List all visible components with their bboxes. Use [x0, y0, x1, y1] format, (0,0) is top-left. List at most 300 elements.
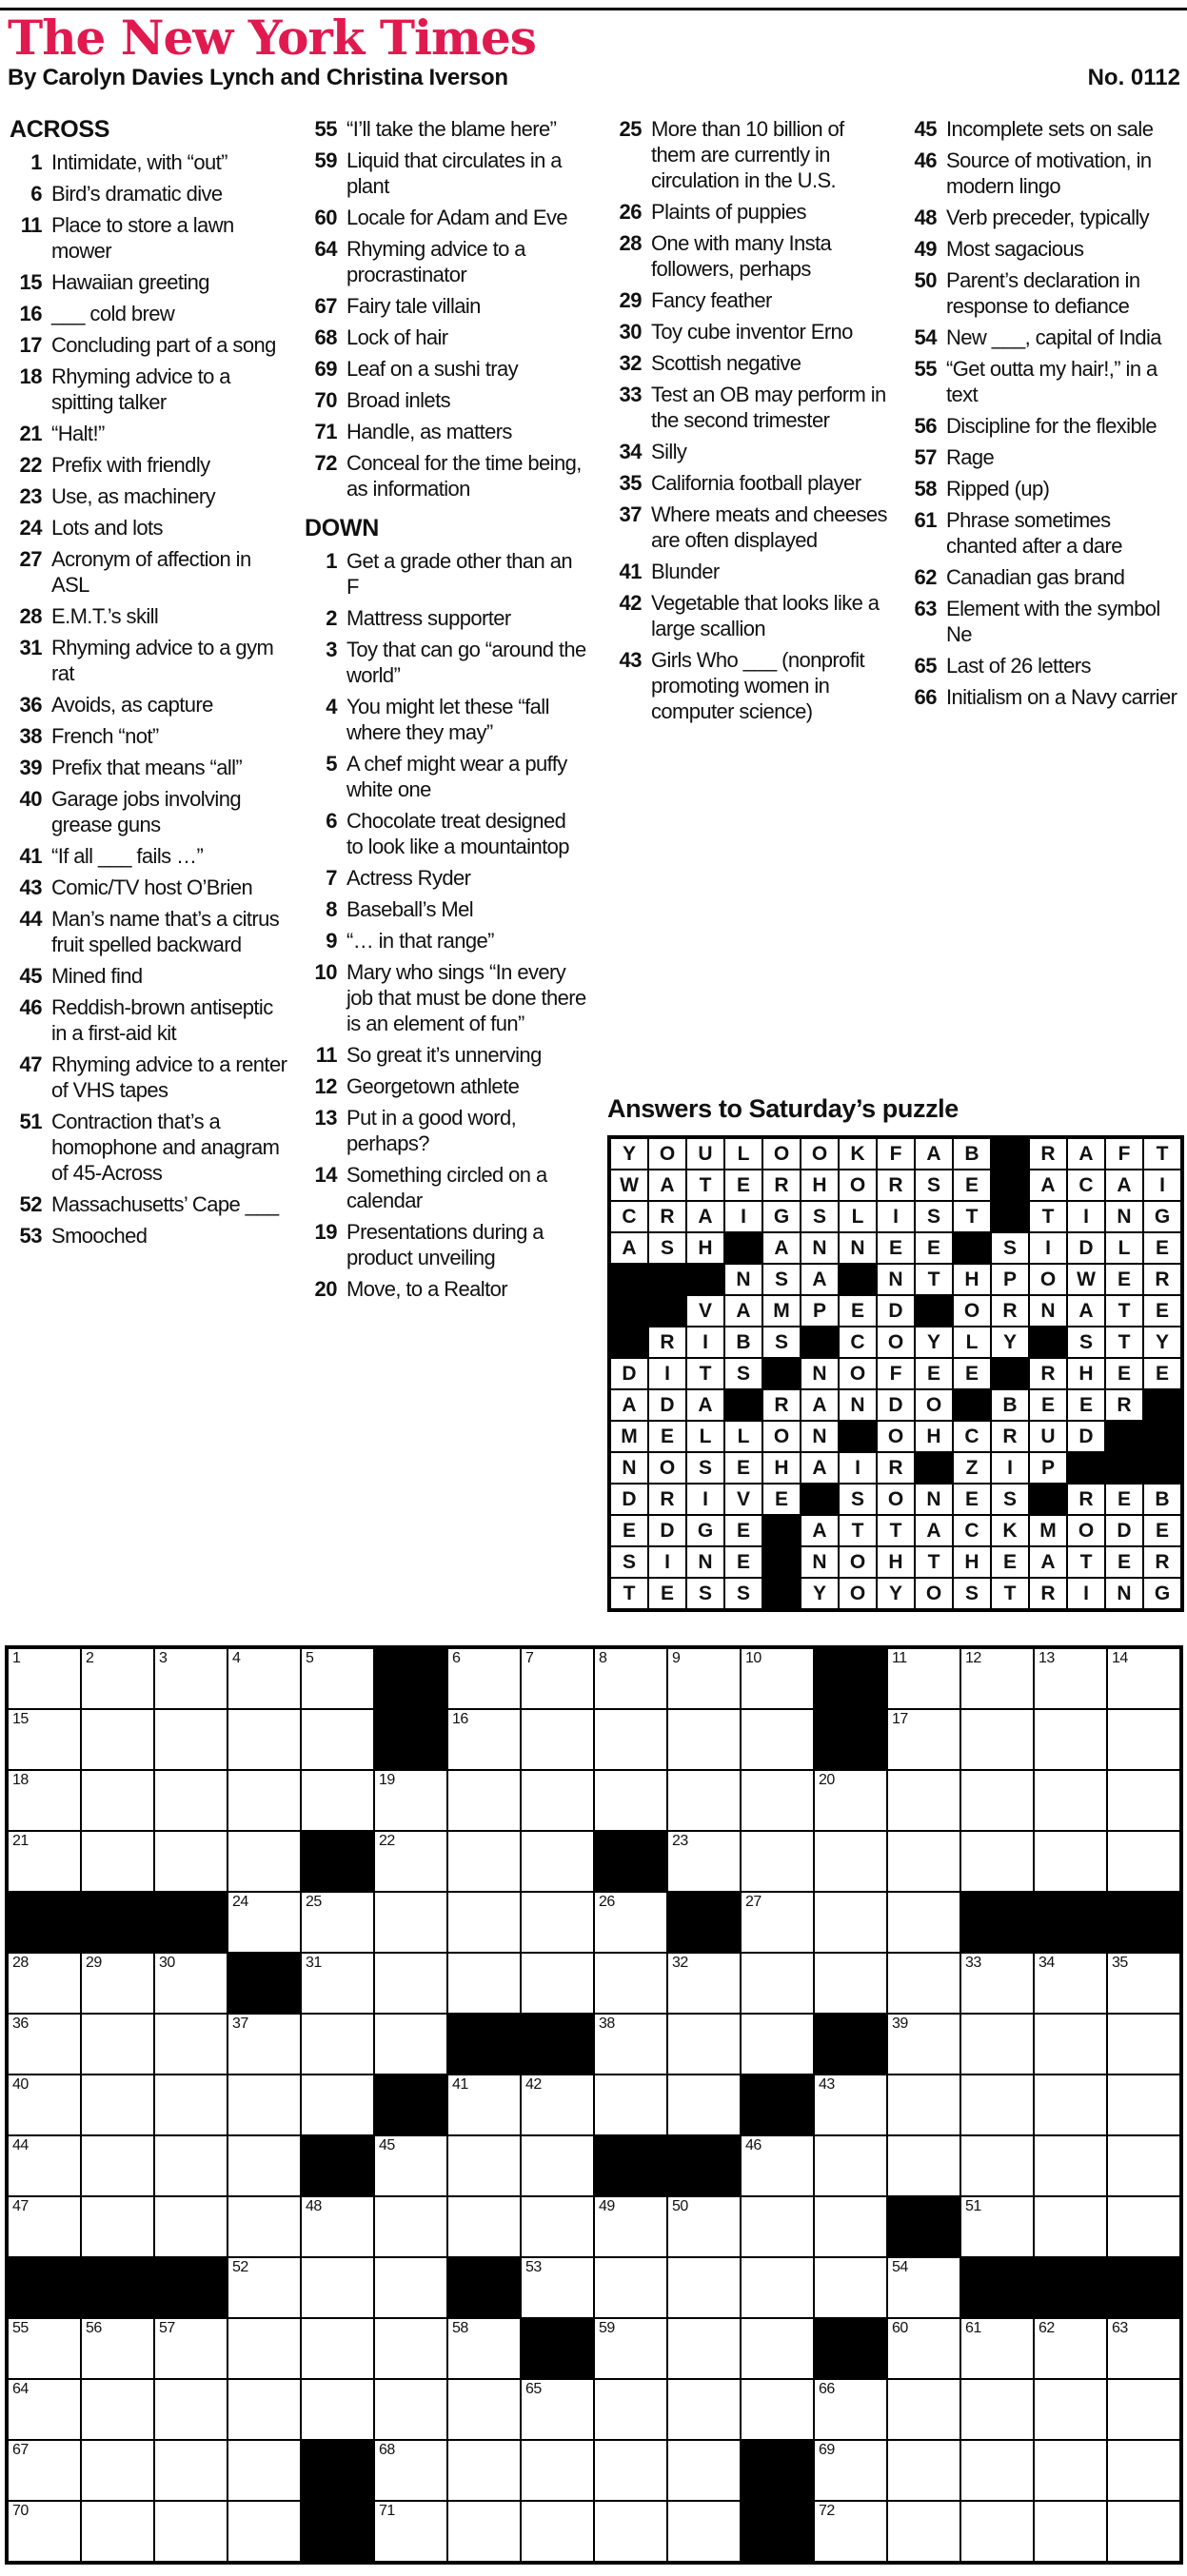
grid-cell[interactable] — [1107, 2075, 1180, 2135]
grid-cell[interactable] — [228, 2014, 301, 2075]
grid-cell[interactable] — [594, 2501, 667, 2562]
grid-cell[interactable] — [521, 2379, 594, 2440]
grid-cell[interactable] — [1107, 1648, 1180, 1709]
grid-cell[interactable] — [521, 2501, 594, 2562]
grid-cell[interactable] — [887, 2501, 960, 2562]
grid-cell[interactable] — [667, 1648, 741, 1709]
grid-cell[interactable] — [374, 2135, 447, 2196]
grid-cell[interactable] — [667, 1709, 741, 1770]
answer-black-cell — [915, 1295, 953, 1327]
grid-cell[interactable] — [447, 2318, 521, 2379]
grid-cell[interactable] — [741, 2014, 814, 2075]
clue — [8, 963, 291, 989]
grid-cell[interactable] — [228, 2135, 301, 2196]
clue — [902, 267, 1186, 319]
grid-cell[interactable] — [960, 2196, 1034, 2257]
clue — [902, 507, 1186, 559]
grid-cell[interactable] — [374, 2318, 447, 2379]
grid-cell[interactable] — [741, 1831, 814, 1892]
grid-cell[interactable] — [1034, 2440, 1107, 2501]
grid-cell[interactable] — [814, 2501, 887, 2562]
cell-number: 41 — [452, 2076, 468, 2093]
grid-cell[interactable] — [594, 2440, 667, 2501]
grid-cell[interactable] — [154, 1709, 228, 1770]
grid-cell[interactable] — [301, 1648, 374, 1709]
answer-cell: A — [610, 1389, 648, 1421]
grid-cell[interactable] — [228, 2501, 301, 2562]
grid-cell[interactable] — [814, 1892, 887, 1953]
grid-cell[interactable] — [521, 2196, 594, 2257]
grid-cell[interactable] — [521, 2257, 594, 2318]
grid-cell[interactable] — [594, 2257, 667, 2318]
answer-cell: O — [801, 1138, 839, 1170]
grid-cell[interactable] — [814, 2075, 887, 2135]
grid-cell[interactable] — [8, 2501, 81, 2562]
clue-number: 19 — [314, 1220, 337, 1244]
cell-number: 19 — [379, 1772, 395, 1788]
grid-cell[interactable] — [228, 2379, 301, 2440]
grid-cell[interactable] — [81, 2318, 154, 2379]
cell-number: 24 — [232, 1894, 248, 1910]
grid-cell[interactable] — [741, 2196, 814, 2257]
grid-cell[interactable] — [667, 2257, 741, 2318]
grid-black-cell — [8, 2257, 81, 2318]
grid-cell[interactable] — [374, 2014, 447, 2075]
grid-cell[interactable] — [154, 2379, 228, 2440]
answer-cell: S — [915, 1201, 953, 1232]
grid-cell[interactable] — [1107, 2014, 1180, 2075]
answer-black-cell — [1029, 1484, 1067, 1515]
clue — [303, 1073, 586, 1099]
grid-cell[interactable] — [228, 2075, 301, 2135]
clue-text: Actress Ryder — [346, 866, 471, 890]
grid-cell[interactable] — [887, 2014, 960, 2075]
answer-cell: I — [1143, 1170, 1181, 1201]
answer-cell: O — [1029, 1264, 1067, 1295]
grid-cell[interactable] — [521, 1709, 594, 1770]
grid-cell[interactable] — [301, 1709, 374, 1770]
grid-cell[interactable] — [447, 2075, 521, 2135]
grid-cell[interactable] — [1107, 2440, 1180, 2501]
answer-cell: E — [724, 1546, 762, 1578]
grid-black-cell — [301, 2501, 374, 2562]
grid-cell[interactable] — [81, 2379, 154, 2440]
grid-cell[interactable] — [154, 2318, 228, 2379]
grid-cell[interactable] — [667, 2014, 741, 2075]
grid-cell[interactable] — [8, 2318, 81, 2379]
grid-cell[interactable] — [8, 1831, 81, 1892]
clue-text: California football player — [651, 471, 861, 495]
grid-cell[interactable] — [1034, 1831, 1107, 1892]
clue — [607, 199, 891, 225]
grid-cell[interactable] — [228, 1892, 301, 1953]
answer-cell: H — [762, 1452, 801, 1484]
answer-black-cell — [1029, 1327, 1067, 1358]
grid-cell[interactable] — [447, 2440, 521, 2501]
grid-cell[interactable] — [814, 2135, 887, 2196]
grid-cell[interactable] — [1034, 2379, 1107, 2440]
answer-cell: E — [1143, 1515, 1181, 1546]
clue-text: You might let these “fall where they may” — [346, 695, 549, 744]
grid-cell[interactable] — [521, 2075, 594, 2135]
grid-cell[interactable] — [447, 2135, 521, 2196]
clue — [902, 444, 1186, 470]
grid-cell[interactable] — [1034, 2318, 1107, 2379]
grid-cell[interactable] — [741, 2135, 814, 2196]
grid-cell[interactable] — [154, 1770, 228, 1831]
grid-cell[interactable] — [447, 1831, 521, 1892]
clue-text: Georgetown athlete — [346, 1074, 520, 1098]
clue-number: 11 — [20, 213, 42, 237]
cell-number: 27 — [745, 1894, 762, 1910]
grid-cell[interactable] — [521, 1831, 594, 1892]
cell-number: 46 — [745, 2137, 762, 2153]
grid-cell[interactable] — [154, 2196, 228, 2257]
grid-cell[interactable] — [887, 1709, 960, 1770]
grid-cell[interactable] — [447, 2379, 521, 2440]
grid-cell[interactable] — [960, 1953, 1034, 2014]
grid-cell[interactable] — [887, 1953, 960, 2014]
grid-cell[interactable] — [960, 2075, 1034, 2135]
grid-cell[interactable] — [741, 2379, 814, 2440]
grid-cell[interactable] — [1107, 2501, 1180, 2562]
grid-cell[interactable] — [228, 2318, 301, 2379]
answer-cell: P — [991, 1264, 1029, 1295]
clue — [607, 319, 891, 344]
grid-cell[interactable] — [1034, 2196, 1107, 2257]
answer-black-cell — [610, 1327, 648, 1358]
grid-cell[interactable] — [154, 2075, 228, 2135]
grid-cell[interactable] — [8, 2379, 81, 2440]
grid-cell[interactable] — [960, 1770, 1034, 1831]
clue-text: Incomplete sets on sale — [946, 117, 1154, 141]
grid-cell[interactable] — [887, 1892, 960, 1953]
grid-cell[interactable] — [887, 1770, 960, 1831]
answer-cell: C — [610, 1201, 648, 1232]
grid-cell[interactable] — [594, 2075, 667, 2135]
grid-cell[interactable] — [228, 1709, 301, 1770]
grid-cell[interactable] — [8, 1953, 81, 2014]
grid-cell[interactable] — [154, 1648, 228, 1709]
clue-number: 59 — [314, 148, 337, 172]
clue — [8, 332, 291, 358]
answer-cell: N — [1029, 1295, 1067, 1327]
grid-cell[interactable] — [887, 2135, 960, 2196]
clue-text: French “not” — [51, 724, 159, 748]
answer-cell: D — [1067, 1421, 1105, 1452]
grid-cell[interactable] — [1034, 1953, 1107, 2014]
grid-cell[interactable] — [814, 1953, 887, 2014]
grid-cell[interactable] — [154, 2014, 228, 2075]
grid-cell[interactable] — [8, 2440, 81, 2501]
grid-cell[interactable] — [374, 1831, 447, 1892]
grid-cell[interactable] — [301, 2257, 374, 2318]
grid-cell[interactable] — [374, 1892, 447, 1953]
clue-number: 70 — [314, 388, 337, 412]
clue — [8, 1223, 291, 1249]
grid-cell[interactable] — [594, 2014, 667, 2075]
grid-cell[interactable] — [1107, 1709, 1180, 1770]
grid-cell[interactable] — [814, 2196, 887, 2257]
grid-cell[interactable] — [887, 2257, 960, 2318]
answer-black-cell — [1105, 1452, 1143, 1484]
answer-cell: H — [1067, 1358, 1105, 1389]
grid-cell[interactable] — [960, 2135, 1034, 2196]
clue-text: Rage — [946, 445, 995, 469]
grid-cell[interactable] — [301, 1770, 374, 1831]
grid-cell[interactable] — [960, 1648, 1034, 1709]
answer-cell: E — [1105, 1264, 1143, 1295]
grid-cell[interactable] — [374, 1770, 447, 1831]
cell-number: 22 — [379, 1833, 395, 1849]
clue-text: Contraction that’s a homophone and anagram of 45-Across — [51, 1110, 280, 1185]
grid-black-cell — [667, 1892, 741, 1953]
grid-cell[interactable] — [960, 2318, 1034, 2379]
grid-cell[interactable] — [374, 2257, 447, 2318]
grid-cell[interactable] — [594, 1770, 667, 1831]
crossword-grid — [5, 1645, 1183, 2565]
grid-cell[interactable] — [521, 1648, 594, 1709]
grid-cell[interactable] — [960, 2014, 1034, 2075]
answer-cell: R — [762, 1389, 801, 1421]
grid-cell[interactable] — [228, 1770, 301, 1831]
grid-cell[interactable] — [814, 1770, 887, 1831]
grid-cell[interactable] — [887, 1648, 960, 1709]
grid-cell[interactable] — [8, 1770, 81, 1831]
cell-number: 72 — [819, 2503, 835, 2519]
grid-cell[interactable] — [667, 2318, 741, 2379]
grid-cell[interactable] — [521, 1953, 594, 2014]
grid-cell[interactable] — [447, 1953, 521, 2014]
grid-cell[interactable] — [814, 1831, 887, 1892]
grid-cell[interactable] — [154, 2440, 228, 2501]
grid-cell[interactable] — [81, 2075, 154, 2135]
grid-cell[interactable] — [1034, 2501, 1107, 2562]
grid-cell[interactable] — [521, 2440, 594, 2501]
clue-number: 47 — [19, 1052, 42, 1076]
grid-cell[interactable] — [667, 2196, 741, 2257]
grid-cell[interactable] — [447, 1709, 521, 1770]
clue-text: So great it’s unnerving — [346, 1043, 542, 1067]
grid-cell[interactable] — [447, 1892, 521, 1953]
grid-cell[interactable] — [594, 2196, 667, 2257]
grid-cell[interactable] — [1107, 1953, 1180, 2014]
grid-cell[interactable] — [374, 2196, 447, 2257]
grid-cell[interactable] — [667, 2501, 741, 2562]
cell-number: 32 — [672, 1955, 688, 1971]
grid-cell[interactable] — [228, 1648, 301, 1709]
grid-cell[interactable] — [741, 1709, 814, 1770]
answer-cell: K — [839, 1138, 877, 1170]
clue-text: A chef might wear a puffy white one — [346, 752, 567, 801]
grid-cell[interactable] — [81, 1770, 154, 1831]
grid-cell[interactable] — [8, 1648, 81, 1709]
grid-cell[interactable] — [960, 2440, 1034, 2501]
grid-cell[interactable] — [887, 1831, 960, 1892]
grid-cell[interactable] — [301, 2318, 374, 2379]
grid-cell[interactable] — [814, 2440, 887, 2501]
grid-cell[interactable] — [228, 1831, 301, 1892]
answer-cell: U — [1029, 1421, 1067, 1452]
grid-cell[interactable] — [8, 2135, 81, 2196]
answer-black-cell — [648, 1295, 686, 1327]
answer-cell: L — [724, 1138, 762, 1170]
grid-cell[interactable] — [667, 2075, 741, 2135]
grid-cell[interactable] — [1034, 1770, 1107, 1831]
grid-cell[interactable] — [667, 1953, 741, 2014]
answer-black-cell — [839, 1264, 877, 1295]
grid-cell[interactable] — [8, 2196, 81, 2257]
grid-cell[interactable] — [301, 2196, 374, 2257]
cell-number: 1 — [12, 1650, 21, 1666]
grid-cell[interactable] — [667, 1770, 741, 1831]
grid-cell[interactable] — [81, 2196, 154, 2257]
grid-cell[interactable] — [81, 1831, 154, 1892]
grid-cell[interactable] — [154, 2501, 228, 2562]
grid-cell[interactable] — [594, 1648, 667, 1709]
grid-cell[interactable] — [521, 2135, 594, 2196]
grid-cell[interactable] — [741, 1770, 814, 1831]
grid-cell[interactable] — [301, 1892, 374, 1953]
answer-cell: O — [648, 1452, 686, 1484]
grid-cell[interactable] — [594, 1892, 667, 1953]
clue — [303, 1105, 586, 1156]
grid-cell[interactable] — [8, 2014, 81, 2075]
grid-cell[interactable] — [1107, 2318, 1180, 2379]
answer-cell: D — [1105, 1515, 1143, 1546]
grid-cell[interactable] — [1034, 1648, 1107, 1709]
grid-cell[interactable] — [447, 1770, 521, 1831]
grid-cell[interactable] — [81, 2014, 154, 2075]
grid-cell[interactable] — [667, 1831, 741, 1892]
answer-cell: R — [1143, 1546, 1181, 1578]
grid-black-cell — [521, 2318, 594, 2379]
clue-number: 20 — [314, 1277, 337, 1301]
grid-cell[interactable] — [447, 1648, 521, 1709]
grid-cell[interactable] — [1107, 2379, 1180, 2440]
answer-cell: T — [953, 1201, 991, 1232]
grid-cell[interactable] — [1034, 2135, 1107, 2196]
clue-text: Concluding part of a song — [51, 333, 276, 357]
grid-cell[interactable] — [741, 2318, 814, 2379]
cell-number: 47 — [12, 2198, 29, 2214]
grid-cell[interactable] — [447, 2501, 521, 2562]
grid-cell[interactable] — [594, 2318, 667, 2379]
answer-cell: O — [648, 1138, 686, 1170]
grid-cell[interactable] — [814, 2379, 887, 2440]
grid-cell[interactable] — [301, 1953, 374, 2014]
grid-cell[interactable] — [1107, 1831, 1180, 1892]
grid-cell[interactable] — [960, 2501, 1034, 2562]
grid-cell[interactable] — [667, 2440, 741, 2501]
grid-cell[interactable] — [81, 2440, 154, 2501]
grid-cell[interactable] — [81, 1953, 154, 2014]
grid-cell[interactable] — [154, 1831, 228, 1892]
grid-cell[interactable] — [81, 1709, 154, 1770]
clue — [303, 1042, 586, 1068]
grid-cell[interactable] — [1107, 1770, 1180, 1831]
grid-cell[interactable] — [447, 2196, 521, 2257]
grid-cell[interactable] — [741, 2257, 814, 2318]
grid-cell[interactable] — [374, 2501, 447, 2562]
clue — [303, 419, 586, 444]
grid-cell[interactable] — [887, 2075, 960, 2135]
grid-cell[interactable] — [887, 2379, 960, 2440]
grid-cell[interactable] — [887, 2440, 960, 2501]
grid-cell[interactable] — [1107, 2135, 1180, 2196]
answer-black-cell — [762, 1358, 801, 1389]
grid-cell[interactable] — [814, 2257, 887, 2318]
grid-cell[interactable] — [1034, 1709, 1107, 1770]
grid-cell[interactable] — [741, 1648, 814, 1709]
grid-cell[interactable] — [301, 2075, 374, 2135]
grid-cell[interactable] — [374, 2440, 447, 2501]
grid-cell[interactable] — [8, 1709, 81, 1770]
grid-cell[interactable] — [521, 1892, 594, 1953]
grid-cell[interactable] — [521, 1770, 594, 1831]
answer-cell: H — [915, 1421, 953, 1452]
clue-text: Mattress supporter — [346, 606, 511, 630]
grid-cell[interactable] — [741, 1892, 814, 1953]
grid-cell[interactable] — [8, 2075, 81, 2135]
answer-cell: O — [953, 1295, 991, 1327]
grid-cell[interactable] — [1034, 2075, 1107, 2135]
grid-cell[interactable] — [228, 2257, 301, 2318]
answer-cell: O — [1067, 1515, 1105, 1546]
grid-cell[interactable] — [228, 2440, 301, 2501]
answer-cell: N — [1105, 1578, 1143, 1609]
grid-cell[interactable] — [81, 1648, 154, 1709]
cell-number: 65 — [525, 2381, 542, 2397]
grid-cell[interactable] — [960, 2379, 1034, 2440]
answer-cell: I — [648, 1546, 686, 1578]
clue-section-header-down: DOWN — [305, 515, 379, 541]
grid-cell[interactable] — [228, 2196, 301, 2257]
answer-cell: S — [648, 1232, 686, 1264]
answer-cell: I — [686, 1327, 724, 1358]
clue-text: E.M.T.’s skill — [51, 604, 159, 628]
clue — [8, 603, 291, 629]
grid-cell[interactable] — [594, 2379, 667, 2440]
constructor-byline: By Carolyn Davies Lynch and Christina Iverson — [8, 65, 508, 90]
clue-number: 13 — [314, 1106, 337, 1130]
grid-cell[interactable] — [887, 2318, 960, 2379]
grid-cell[interactable] — [594, 1709, 667, 1770]
grid-cell[interactable] — [374, 1953, 447, 2014]
clue — [303, 896, 586, 922]
clue-text: Chocolate treat designed to look like a mountaintop — [346, 809, 569, 858]
grid-cell[interactable] — [594, 1953, 667, 2014]
grid-cell[interactable] — [960, 1831, 1034, 1892]
clue-number: 43 — [619, 648, 642, 672]
grid-cell[interactable] — [81, 2501, 154, 2562]
grid-cell[interactable] — [1034, 2014, 1107, 2075]
grid-cell[interactable] — [667, 2379, 741, 2440]
grid-cell[interactable] — [154, 1953, 228, 2014]
grid-cell[interactable] — [960, 1709, 1034, 1770]
clue-number: 35 — [619, 471, 642, 495]
clue-text: Massachusetts’ Cape ___ — [51, 1192, 279, 1216]
clue — [902, 205, 1186, 230]
grid-cell[interactable] — [741, 1953, 814, 2014]
grid-cell[interactable] — [154, 2135, 228, 2196]
answer-cell: L — [953, 1327, 991, 1358]
grid-cell[interactable] — [1107, 2196, 1180, 2257]
grid-cell[interactable] — [81, 2135, 154, 2196]
grid-cell[interactable] — [301, 2379, 374, 2440]
grid-cell[interactable] — [301, 2014, 374, 2075]
grid-cell[interactable] — [374, 2379, 447, 2440]
